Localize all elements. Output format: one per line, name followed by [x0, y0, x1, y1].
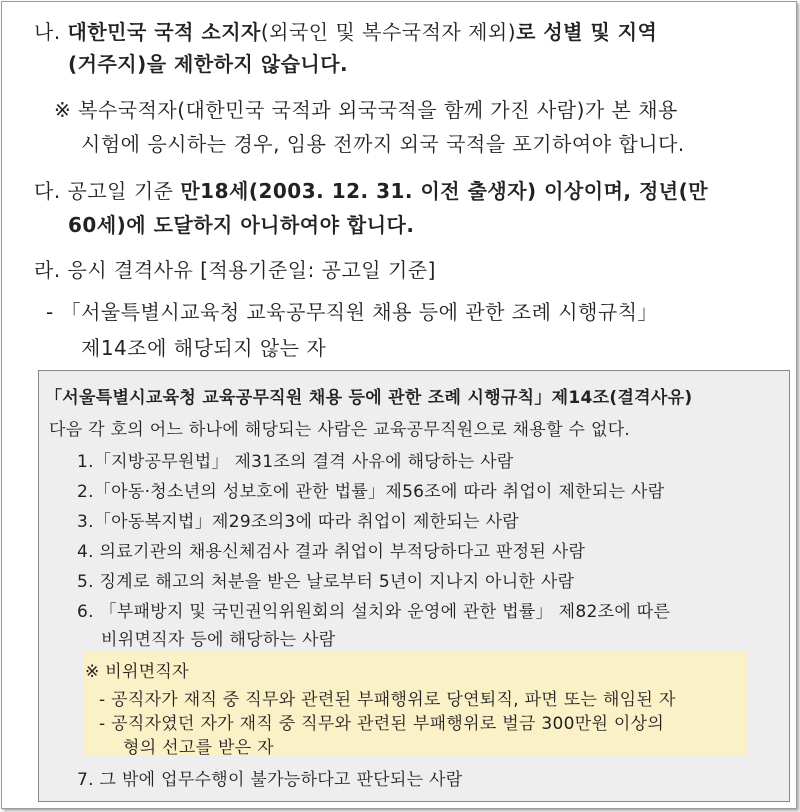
item-da-line-2 [68, 209, 414, 238]
dual-nationality-note-line-2: 시험에 응시하는 경우, 임용 전까지 외국 국적을 포기하여야 합니다. [81, 132, 685, 156]
regulation-item-last: 7. 그 밖에 업무수행이 불가능하다고 판단되는 사람 [77, 770, 463, 790]
item-na-normal: (외국인 및 복수국적자 제외) [260, 20, 517, 44]
item-na-bold-b: 로 성별 및 지역 [516, 20, 658, 44]
regulation-item: 5. 징계로 해고의 처분을 받은 날로부터 5년이 지나지 아니한 사람 [77, 572, 575, 592]
document-frame [1, 1, 797, 809]
dismissed-official-note-line: - 공직자가 재직 중 직무와 관련된 부패행위로 당연퇴직, 파면 또는 해임된 자 [99, 690, 676, 710]
regulation-item: 6. 「부패방지 및 국민권익위원회의 설치와 운영에 관한 법률」 제82조에 따른 [77, 602, 671, 622]
dismissed-official-note-line: 형의 선고를 받은 자 [123, 738, 274, 758]
regulation-item: 2.「아동·청소년의 성보호에 관한 법률」제56조에 따라 취업이 제한되는 사람 [77, 482, 665, 502]
item-ra-heading: 라. 응시 결격사유 [적용기준일: 공고일 기준] [34, 258, 436, 282]
dismissed-official-note-title: ※ 비위면직자 [85, 662, 189, 682]
regulation-box-title: 「서울특별시교육청 교육공무직원 채용 등에 관한 조례 시행규칙」제14조(결격사유) [45, 388, 693, 408]
item-da-normal: 다. 공고일 기준 [34, 179, 181, 203]
regulation-item-continuation: 비위면직자 등에 해당하는 사람 [101, 630, 336, 650]
regulation-box [38, 370, 790, 802]
item-na-label: 나. [34, 20, 61, 44]
item-na-line-1 [34, 16, 657, 45]
item-na-line-2 [68, 48, 348, 77]
bullet-line-2: 제14조에 해당되지 않는 자 [81, 336, 327, 360]
item-na-line-2-text: (거주지)을 제한하지 않습니다. [68, 52, 349, 76]
item-da-line-1 [34, 175, 708, 204]
regulation-box-intro: 다음 각 호의 어느 하나에 해당되는 사람은 교육공무직원으로 채용할 수 없다. [49, 420, 631, 440]
regulation-item: 1.「지방공무원법」 제31조의 결격 사유에 해당하는 사람 [77, 452, 514, 472]
bullet-line-1: - 「서울특별시교육청 교육공무직원 채용 등에 관한 조례 시행규칙」 [46, 300, 659, 324]
regulation-item: 4. 의료기관의 채용신체검사 결과 취업이 부적당하다고 판정된 사람 [77, 542, 586, 562]
item-na-bold-a: 대한민국 국적 소지자 [67, 20, 261, 44]
item-da-bold: 만18세(2003. 12. 31. 이전 출생자) 이상이며, 정년(만 [180, 179, 709, 203]
dismissed-official-note [83, 651, 747, 758]
regulation-item: 3.「아동복지법」제29조의3에 따라 취업이 제한되는 사람 [77, 512, 520, 532]
dismissed-official-note-line: - 공직자였던 자가 재직 중 직무와 관련된 부패행위로 벌금 300만원 이상의 [99, 714, 665, 734]
item-da-line-2-text: 60세)에 도달하지 아니하여야 합니다. [68, 213, 415, 237]
dual-nationality-note-line-1: ※ 복수국적자(대한민국 국적과 외국국적을 함께 가진 사람)가 본 채용 [54, 98, 678, 122]
